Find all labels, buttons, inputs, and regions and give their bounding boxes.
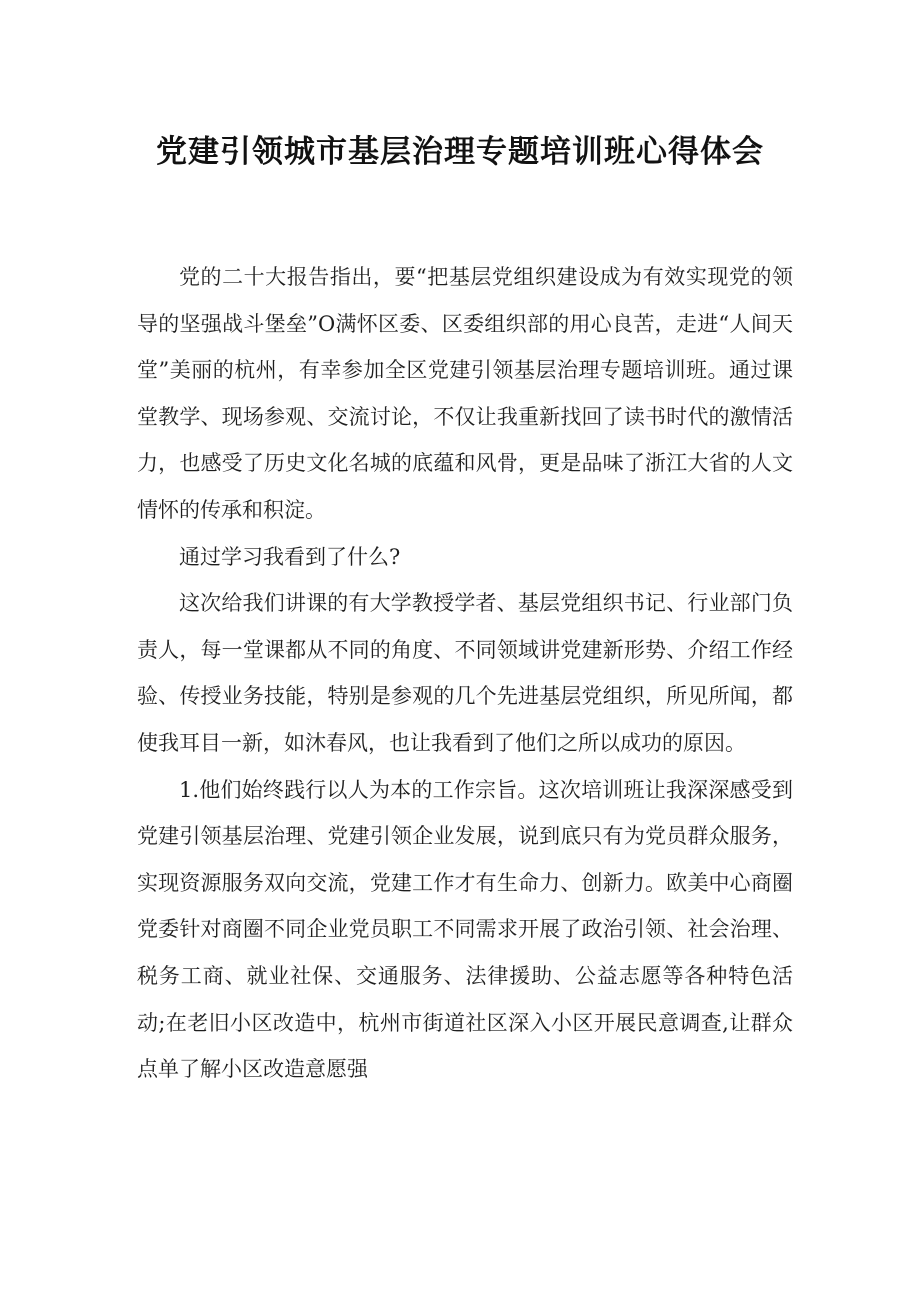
document-body <box>137 254 793 1093</box>
document-title: 党建引领城市基层治理专题培训班心得体会 <box>156 134 764 170</box>
paragraph-intro: 党的二十大报告指出，要“把基层党组织建设成为有效实现党的领导的坚强战斗堡垒”O满怀区委、区委组织部的用心良苦，走进“人间天堂”美丽的杭州，有幸参加全区党建引领基层治理专题培训班。通过课堂教学、现场参观、交流讨论，不仅让我重新找回了读书时代的激情活力，也感受了历史文化名城的底蕴和风骨，更是品味了浙江大省的人文情怀的传承和积淀。 <box>137 265 793 522</box>
paragraph-lecturers: 这次给我们讲课的有大学教授学者、基层党组织书记、行业部门负责人，每一堂课都从不同的角度、不同领域讲党建新形势、介绍工作经验、传授业务技能，特别是参观的几个先进基层党组织，所见所闻，都使我耳目一新，如沐春风，也让我看到了他们之所以成功的原因。 <box>137 591 793 755</box>
paragraph-question: 通过学习我看到了什么? <box>179 544 401 569</box>
paragraph-point-1: 1.他们始终践行以人为本的工作宗旨。这次培训班让我深深感受到党建引领基层治理、党建引领企业发展，说到底只有为党员群众服务，实现资源服务双向交流，党建工作才有生命力、创新力。欧美中心商圈党委针对商圈不同企业党员职工不同需求开展了政治引领、社会治理、税务工商、就业社保、交通服务、法律援助、公益志愿等各种特色活动;在老旧小区改造中，杭州市街道社区深入小区开展民意调查,让群众点单了解小区改造意愿强 <box>137 777 793 1082</box>
